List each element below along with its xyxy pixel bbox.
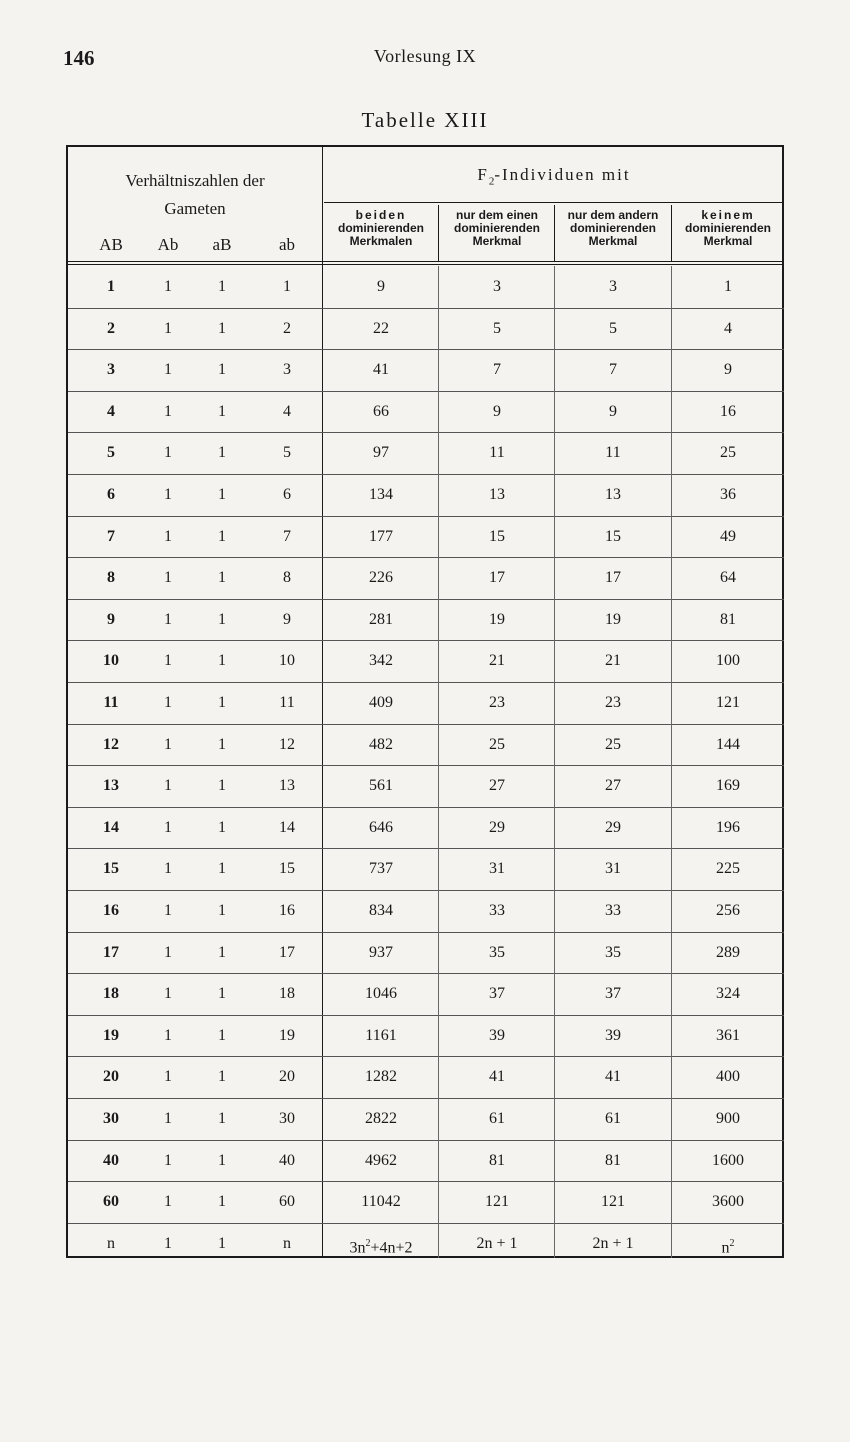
cell-ab: 1: [164, 1110, 172, 1127]
cell-one: 29: [489, 818, 505, 836]
cell-both: 342: [369, 652, 393, 670]
cell-ab: 1: [164, 1068, 172, 1086]
col-header-aB: aB: [212, 235, 232, 254]
cell-ab: 15: [279, 860, 295, 878]
data-table: [66, 145, 784, 1258]
cell-one: 33: [489, 902, 505, 919]
cell-both: 482: [369, 735, 393, 753]
table-title: Tabelle XIII: [361, 108, 489, 132]
table-row: [68, 890, 784, 932]
cell-ab: 1: [164, 444, 172, 462]
cell-ab: 1: [164, 361, 172, 379]
cell-one: 37: [489, 985, 505, 1003]
cell-other: 11: [605, 444, 621, 462]
cell-one: 81: [489, 1151, 505, 1169]
cell-none: 16: [720, 402, 736, 420]
cell-ab: 1: [164, 860, 172, 878]
table-row: [68, 1056, 784, 1098]
cell-other: 81: [605, 1151, 621, 1169]
formula-cell-none: $n^2$: [721, 1237, 735, 1257]
cell-ab: 1: [164, 1151, 172, 1169]
table-row: [68, 807, 784, 849]
table-row: [68, 765, 784, 807]
cell-ab: 2: [283, 319, 291, 337]
cell-ab: 9: [107, 610, 115, 628]
cell-ab: 14: [279, 818, 295, 836]
cell-other: 121: [601, 1193, 625, 1211]
cell-other: 33: [605, 902, 621, 919]
cell-ab: 3: [283, 361, 291, 379]
cell-none: 4: [724, 319, 732, 337]
cell-none: 3600: [712, 1193, 744, 1211]
cell-ab: 1: [218, 319, 226, 337]
divider-f2-header: [324, 202, 784, 203]
cell-other: 31: [605, 860, 621, 878]
cell-other: 25: [605, 735, 621, 753]
table-row: [68, 349, 784, 391]
table-row: [68, 973, 784, 1015]
cell-ab: 13: [103, 777, 119, 795]
cell-none: 100: [716, 652, 740, 670]
cell-ab: 17: [279, 943, 295, 961]
cell-one: 7: [493, 361, 501, 379]
cell-both: 22: [373, 319, 389, 337]
cell-both: 409: [369, 694, 393, 711]
cell-none: 196: [716, 818, 740, 836]
cell-none: 1600: [712, 1151, 744, 1169]
cell-both: 66: [373, 402, 389, 420]
col-header-other-dominant: nur dem andern dominierenden Merkmal: [567, 208, 659, 248]
cell-ab: 12: [279, 735, 295, 753]
cell-none: 25: [720, 444, 736, 462]
formula-cell-ab: 1: [164, 1234, 172, 1252]
cell-ab: 20: [279, 1068, 295, 1086]
table-row: [68, 391, 784, 433]
cell-ab: 1: [164, 943, 172, 961]
cell-one: 13: [489, 486, 505, 503]
cell-other: 27: [605, 777, 621, 795]
cell-ab: 8: [107, 569, 115, 587]
cell-ab: 18: [103, 985, 119, 1003]
cell-ab: 5: [283, 444, 291, 462]
running-head: Vorlesung IX: [373, 46, 477, 66]
cell-ab: 1: [164, 278, 172, 295]
table-row: [68, 932, 784, 974]
cell-ab: 40: [103, 1151, 119, 1169]
cell-other: 15: [605, 527, 621, 545]
cell-one: 21: [489, 652, 505, 670]
cell-one: 39: [489, 1026, 505, 1044]
header-rule-1: [68, 261, 784, 262]
cell-other: 23: [605, 694, 621, 711]
page-number: 146: [63, 46, 95, 70]
cell-both: 226: [369, 569, 393, 587]
cell-ab: 18: [279, 985, 295, 1003]
cell-none: 400: [716, 1068, 740, 1086]
cell-ab: 1: [218, 985, 226, 1003]
cell-none: 1: [724, 278, 732, 295]
cell-ab: 11: [279, 694, 295, 711]
cell-ab: 1: [218, 361, 226, 379]
cell-ab: 1: [107, 278, 115, 295]
cell-ab: 1: [164, 652, 172, 670]
col-header-both-dominant: beiden dominierenden Merkmalen: [337, 208, 424, 248]
cell-other: 7: [609, 361, 617, 379]
cell-other: 35: [605, 943, 621, 961]
cell-both: 177: [369, 527, 393, 545]
table-row: [68, 1140, 784, 1182]
cell-ab: 17: [103, 943, 119, 961]
cell-one: 23: [489, 694, 505, 711]
cell-ab: 1: [218, 1193, 226, 1211]
cell-one: 11: [489, 444, 505, 462]
cell-none: 144: [716, 735, 740, 753]
cell-both: 561: [369, 777, 393, 795]
col-header-AB: AB: [99, 235, 123, 254]
cell-ab: 5: [107, 444, 115, 462]
cell-ab: 1: [218, 860, 226, 878]
cell-one: 19: [489, 610, 505, 628]
cell-ab: 16: [279, 902, 295, 919]
table-row: [68, 474, 784, 516]
cell-ab: 1: [218, 652, 226, 670]
cell-none: 256: [716, 902, 740, 919]
cell-ab: 7: [283, 527, 291, 545]
cell-one: 41: [489, 1068, 505, 1086]
cell-other: 5: [609, 319, 617, 337]
col-header-one-dominant: nur dem einen dominierenden Merkmal: [453, 208, 540, 248]
cell-ab: 1: [164, 486, 172, 503]
table-row: [68, 557, 784, 599]
divider-sub2: [554, 205, 555, 261]
cell-none: 900: [716, 1110, 740, 1127]
formula-cell-ab: n: [107, 1234, 115, 1252]
table-row: [68, 266, 784, 308]
cell-ab: 60: [103, 1193, 119, 1211]
cell-both: 646: [369, 818, 393, 836]
cell-one: 61: [489, 1110, 505, 1127]
cell-ab: 1: [218, 610, 226, 628]
table-row: [68, 599, 784, 641]
cell-ab: 40: [279, 1151, 295, 1169]
cell-ab: 30: [103, 1110, 119, 1127]
formula-cell-other: 2n + 1: [592, 1234, 634, 1252]
column-rule: [671, 266, 672, 1258]
cell-ab: 1: [218, 444, 226, 462]
cell-ab: 14: [103, 818, 119, 836]
cell-ab: 1: [164, 610, 172, 628]
cell-ab: 1: [218, 1110, 226, 1127]
formula-cell-one: 2n + 1: [476, 1234, 518, 1252]
cell-one: 17: [489, 569, 505, 587]
cell-ab: 1: [164, 694, 172, 711]
formula-cell-both: $3n^2+4n+2$: [349, 1237, 413, 1257]
cell-ab: 1: [164, 319, 172, 337]
table-row: [68, 682, 784, 724]
cell-ab: 30: [279, 1110, 295, 1127]
cell-ab: 1: [218, 777, 226, 795]
cell-one: 25: [489, 735, 505, 753]
cell-ab: 20: [103, 1068, 119, 1086]
cell-ab: 1: [164, 402, 172, 420]
cell-none: 225: [716, 860, 740, 878]
cell-ab: 2: [107, 319, 115, 337]
cell-ab: 6: [107, 486, 115, 503]
cell-both: 1161: [365, 1026, 397, 1044]
cell-none: 49: [720, 527, 736, 545]
cell-ab: 1: [218, 278, 226, 295]
cell-ab: 10: [103, 652, 119, 670]
cell-none: 289: [716, 943, 740, 961]
table-row: [68, 308, 784, 350]
cell-none: 121: [716, 694, 740, 711]
table-row: [68, 432, 784, 474]
cell-both: 11042: [361, 1193, 401, 1211]
cell-both: 1046: [365, 985, 397, 1003]
column-rule: [554, 266, 555, 1258]
cell-none: 324: [716, 985, 740, 1003]
cell-ab: 1: [218, 1151, 226, 1169]
cell-other: 41: [605, 1068, 621, 1086]
cell-ab: 16: [103, 902, 119, 919]
cell-ab: 60: [279, 1193, 295, 1211]
cell-ab: 1: [283, 278, 291, 295]
cell-ab: 13: [279, 777, 295, 795]
header-rule-2: [68, 264, 784, 265]
cell-ab: 15: [103, 860, 119, 878]
cell-other: 3: [609, 278, 617, 295]
cell-none: 9: [724, 361, 732, 379]
cell-ab: 3: [107, 361, 115, 379]
cell-ab: 1: [218, 818, 226, 836]
cell-other: 29: [605, 818, 621, 836]
cell-ab: 1: [218, 486, 226, 503]
cell-ab: 11: [103, 694, 119, 711]
formula-cell-ab: 1: [218, 1234, 226, 1252]
cell-both: 281: [369, 610, 393, 628]
cell-ab: 1: [218, 1068, 226, 1086]
cell-ab: 10: [279, 652, 295, 670]
cell-none: 64: [720, 569, 736, 587]
col-header-no-dominant: keinem dominierenden Merkmal: [684, 208, 771, 248]
cell-one: 9: [493, 402, 501, 420]
cell-one: 121: [485, 1193, 509, 1211]
cell-ab: 1: [164, 985, 172, 1003]
cell-one: 27: [489, 777, 505, 795]
cell-other: 17: [605, 569, 621, 587]
cell-both: 97: [373, 444, 389, 462]
cell-ab: 1: [218, 943, 226, 961]
cell-ab: 1: [164, 1193, 172, 1211]
f2-individuals-header: $F_2$-Individuen mit: [477, 165, 631, 188]
cell-none: 36: [720, 486, 736, 503]
cell-ab: 1: [164, 777, 172, 795]
cell-both: 1282: [365, 1068, 397, 1086]
table-row: [68, 724, 784, 766]
cell-ab: 1: [164, 527, 172, 545]
divider-sub1: [438, 205, 439, 261]
cell-ab: 8: [283, 569, 291, 587]
gamete-ratio-header: [68, 147, 322, 263]
formula-row: [68, 1223, 784, 1265]
cell-other: 39: [605, 1026, 621, 1044]
table-row: [68, 1015, 784, 1057]
table-row: [68, 516, 784, 558]
cell-ab: 1: [164, 569, 172, 587]
column-rule: [438, 266, 439, 1258]
col-header-ab: ab: [278, 235, 296, 254]
cell-both: 937: [369, 943, 393, 961]
cell-ab: 1: [164, 1026, 172, 1044]
cell-both: 9: [377, 278, 385, 295]
cell-both: 737: [369, 860, 393, 878]
cell-ab: 1: [218, 402, 226, 420]
cell-ab: 1: [218, 902, 226, 919]
cell-ab: 19: [103, 1026, 119, 1044]
cell-other: 21: [605, 652, 621, 670]
cell-ab: 12: [103, 735, 119, 753]
gamete-header-line2: Gameten: [164, 199, 226, 218]
table-row: [68, 848, 784, 890]
cell-ab: 19: [279, 1026, 295, 1044]
cell-other: 13: [605, 486, 621, 503]
cell-both: 4962: [365, 1151, 397, 1169]
cell-one: 31: [489, 860, 505, 878]
cell-one: 3: [493, 278, 501, 295]
cell-ab: 1: [218, 694, 226, 711]
cell-ab: 1: [164, 902, 172, 919]
cell-one: 15: [489, 527, 505, 545]
cell-other: 61: [605, 1110, 621, 1127]
table-row: [68, 1098, 784, 1140]
table-row: [68, 640, 784, 682]
cell-ab: 6: [283, 486, 291, 503]
cell-ab: 1: [164, 818, 172, 836]
cell-both: 2822: [365, 1110, 397, 1127]
cell-ab: 1: [218, 569, 226, 587]
table-row: [68, 1181, 784, 1223]
cell-one: 5: [493, 319, 501, 337]
cell-none: 81: [720, 610, 736, 628]
cell-both: 41: [373, 361, 389, 379]
cell-one: 35: [489, 943, 505, 961]
gamete-header-line1: Verhältniszahlen der: [125, 171, 265, 190]
col-header-Ab: Ab: [157, 235, 179, 254]
cell-ab: 1: [218, 527, 226, 545]
cell-other: 37: [605, 985, 621, 1003]
cell-other: 9: [609, 402, 617, 420]
cell-ab: 7: [107, 527, 115, 545]
cell-ab: 1: [164, 735, 172, 753]
cell-both: 834: [369, 902, 393, 919]
cell-ab: 4: [283, 402, 291, 420]
divider-sub3: [671, 205, 672, 261]
cell-ab: 1: [218, 1026, 226, 1044]
cell-none: 169: [716, 777, 740, 795]
cell-ab: 1: [218, 735, 226, 753]
cell-none: 361: [716, 1026, 740, 1044]
cell-ab: 4: [107, 402, 115, 420]
cell-other: 19: [605, 610, 621, 628]
formula-cell-ab: n: [283, 1234, 291, 1252]
cell-ab: 9: [283, 610, 291, 628]
cell-both: 134: [369, 486, 393, 503]
